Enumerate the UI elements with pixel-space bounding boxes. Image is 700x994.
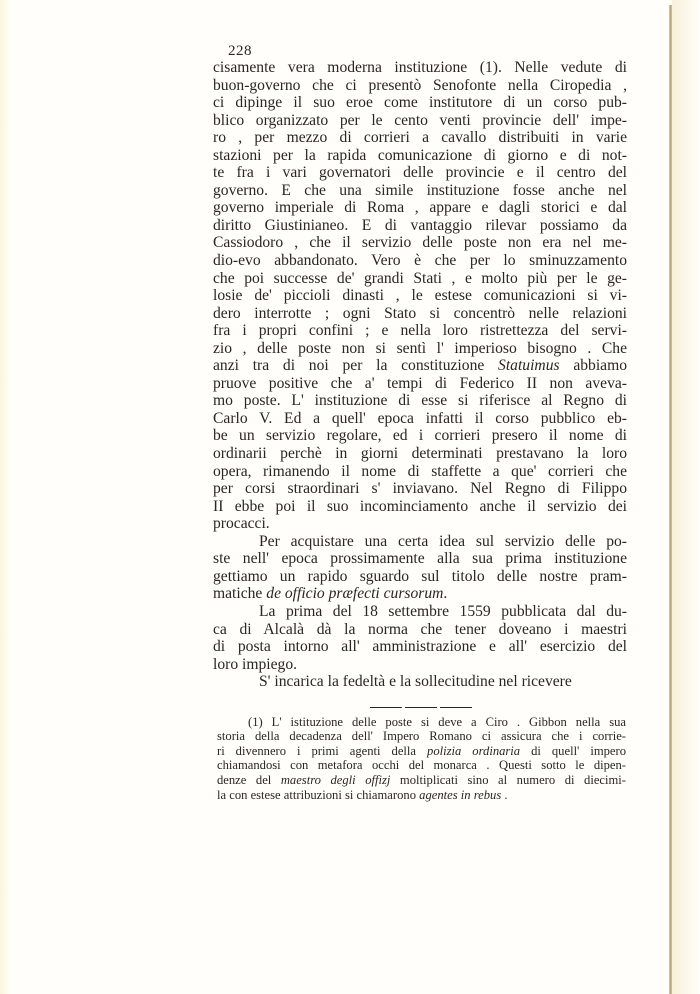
body-line: te fra i vari governatori delle provincie e il centro del xyxy=(213,164,627,182)
body-text-segment: abbiamo xyxy=(559,357,628,375)
body-line: opera, rimanendo il nome di staffette a que' corrieri che xyxy=(213,462,627,480)
body-line: cisamente vera moderna instituzione (1). Nelle vedute di xyxy=(213,59,627,76)
body-text xyxy=(213,59,627,691)
body-line: stazioni per la rapida comunicazione di giorno e di not- xyxy=(213,146,627,164)
body-line: ordinarii perchè in giorni determinati prestavano la loro xyxy=(213,445,627,463)
footnote-segment: denze del xyxy=(217,773,281,788)
separator-dash xyxy=(370,707,402,709)
italic-title-de-officio: de officio præfecti cursorum xyxy=(266,585,444,603)
body-line: Carlo V. Ed a quell' epoca infatti il corso pubblico eb- xyxy=(213,409,627,427)
body-line: zio , delle poste non si sentì l' imperioso bisogno . Che xyxy=(213,339,627,357)
body-line xyxy=(213,357,627,375)
body-line: blico organizzato per le cento venti provincie dell' impe- xyxy=(213,111,627,129)
body-line xyxy=(213,585,627,603)
footnote-segment: la con estese attribuzioni si chiamarono xyxy=(217,787,420,802)
italic-term-statuimus: Statuimus xyxy=(498,357,560,375)
body-line: be un servizio regolare, ed i corrieri presero il nome di xyxy=(213,427,627,445)
footnote-line xyxy=(217,788,626,803)
body-line: dero interrotte ; ogni Stato si concentrò nelle relazioni xyxy=(213,304,627,322)
body-line: II ebbe poi il suo incominciamento anche il servizio dei xyxy=(213,497,627,515)
body-line: diritto Giustinianeo. E di vantaggio rilevar possiamo da xyxy=(213,216,627,234)
footnote-line: (1) L' istituzione delle poste si deve a Ciro . Gibbon nella sua xyxy=(248,714,626,729)
footnote-separator xyxy=(370,707,472,709)
footnote-line xyxy=(217,773,626,788)
body-line: Cassiodoro , che il servizio delle poste non era nel me- xyxy=(213,234,627,252)
footnote-segment: di quell' impero xyxy=(520,743,626,758)
page-left-edge xyxy=(0,0,9,994)
body-line: dio-evo abbandonato. Vero è che per lo sminuzzamento xyxy=(213,252,627,270)
body-line: governo. E che una simile instituzione fosse anche nel xyxy=(213,181,627,199)
footnote-segment: ri divennero i primi agenti della xyxy=(217,743,428,758)
page-number: 228 xyxy=(228,43,252,59)
body-line: ste nell' epoca prossimamente alla sua prima instituzione xyxy=(213,550,627,568)
footnote-line: storia della decadenza dell' Impero Romano ci assicura che i corrie- xyxy=(217,729,626,744)
body-line: buon-governo che ci presentò Senofonte nella Ciropedia , xyxy=(213,76,627,94)
body-line: gettiamo un rapido sguardo sul titolo delle nostre pram- xyxy=(213,567,627,585)
body-line: fra i propri confini ; e nella loro ristrettezza del servi- xyxy=(213,322,627,340)
body-line: di posta intorno all' amministrazione e all' esercizio del xyxy=(213,638,627,656)
footnote xyxy=(217,715,626,803)
body-text-segment: anzi tra di noi per la constituzione xyxy=(213,357,499,375)
body-line: losie de' piccioli dinasti , le estese comunicazioni si vi- xyxy=(213,287,627,305)
separator-dash xyxy=(405,707,437,709)
separator-dash xyxy=(440,707,472,709)
footnote-segment: moltiplicati sino al numero di diecimi- xyxy=(390,773,626,788)
body-text-segment: . xyxy=(443,585,448,603)
body-line: che poi successe de' grandi Stati , e molto più per le ge- xyxy=(213,269,627,287)
body-line: per corsi straordinari s' inviavano. Nel Regno di Filippo xyxy=(213,480,627,498)
body-line: Per acquistare una certa idea sul servizio delle po- xyxy=(259,532,627,550)
body-line: loro impiego. xyxy=(213,655,298,673)
page-fold-line xyxy=(669,5,672,994)
body-line: La prima del 18 settembre 1559 pubblicata dal du- xyxy=(259,602,627,620)
body-text-segment: matiche xyxy=(213,585,267,603)
footnote-line: chiamandosi con metafora occhi del monarca . Questi sotto le dipen- xyxy=(217,758,626,773)
body-line: pruove positive che a' tempi di Federico II non aveva- xyxy=(213,374,627,392)
footnote-line xyxy=(217,744,626,759)
body-line: governo imperiale di Roma , appare e dagli storici e dal xyxy=(213,199,627,217)
body-line: ro , per mezzo di corrieri a cavallo distribuiti in varie xyxy=(213,129,627,147)
body-line: procacci. xyxy=(213,515,270,533)
body-line: S' incarica la fedeltà e la sollecitudine nel ricevere xyxy=(259,673,572,691)
body-line: ca di Alcalà dà la norma che tener doveano i maestri xyxy=(213,620,627,638)
footnote-italic: agentes in rebus xyxy=(419,787,502,802)
body-line: ci dipinge il suo eroe come institutore di un corso pub- xyxy=(213,94,627,112)
page-content xyxy=(213,59,627,802)
body-line: mo poste. L' instituzione di esse si riferisce al Regno di xyxy=(213,392,627,410)
page-gutter-shade xyxy=(672,0,700,994)
footnote-segment: . xyxy=(501,787,508,802)
footnote-italic: maestro degli offizj xyxy=(280,773,391,788)
footnote-italic: polizia ordinaria xyxy=(427,743,521,758)
